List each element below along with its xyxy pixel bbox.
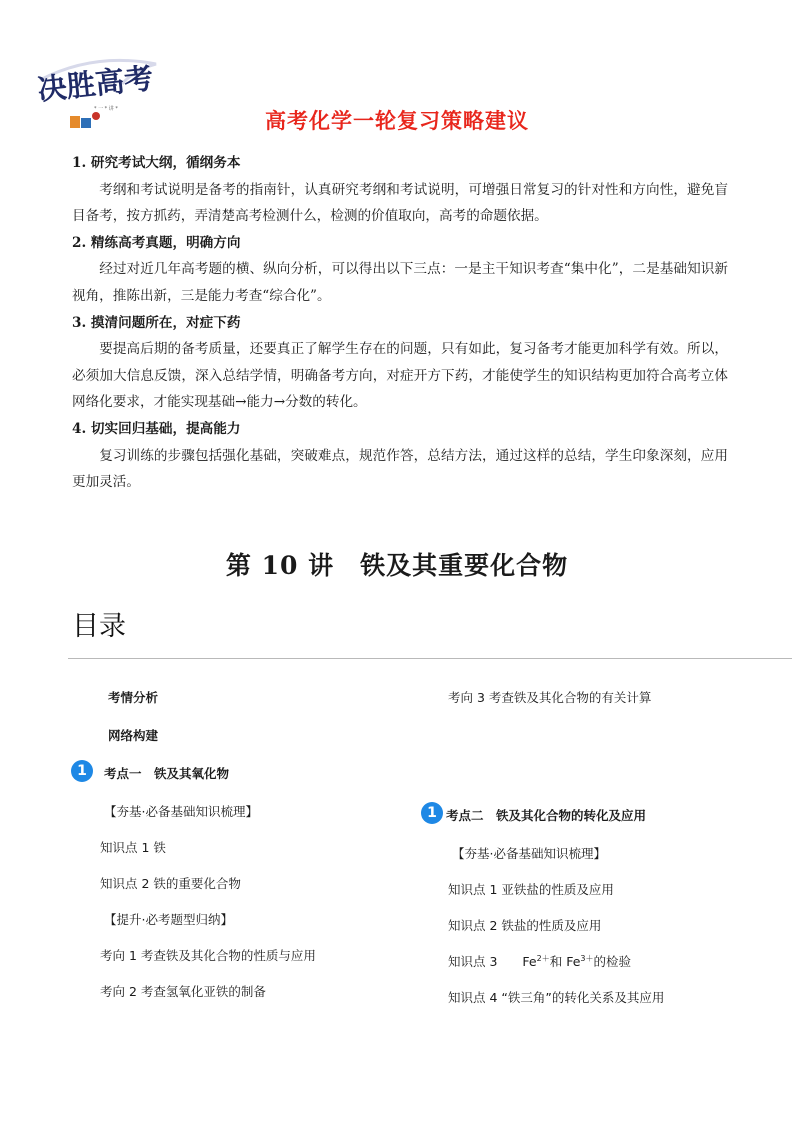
fe2-charge: 2＋ bbox=[536, 953, 550, 963]
strategy-heading-3: 3. 摸清问题所在，对症下药 bbox=[72, 314, 241, 331]
logo-text: 决胜高考 bbox=[35, 60, 155, 107]
toc-k3-mid: 和 Fe bbox=[549, 954, 581, 969]
toc-section-2[interactable]: 考点二 铁及其化合物的转化及应用 bbox=[446, 808, 647, 823]
toc-direction-1[interactable]: 考向 1 考查铁及其化合物的性质与应用 bbox=[100, 948, 316, 963]
toc-sub-hangji-2[interactable]: 【夯基·必备基础知识梳理】 bbox=[452, 846, 606, 861]
toc-knowledge-1-1[interactable]: 知识点 1 铁 bbox=[100, 840, 166, 855]
toc-k3-prefix: 知识点 3 Fe bbox=[448, 954, 537, 969]
strategy-body-3: 要提高后期的备考质量，还要真正了解学生存在的问题，只有如此，复习备考才能更加科学有效。所以，必须加大信息反馈，深入总结学情，明确备考方向，对症开方下药，才能使学生的知识结构更加符合高考立体网络化要求，才能实现基础→能力→分数的转化。 bbox=[72, 341, 728, 411]
number-badge-icon: 1 bbox=[421, 802, 443, 824]
fe3-charge: 3＋ bbox=[580, 953, 594, 963]
toc-sub-tisheng-1[interactable]: 【提升·必考题型归纳】 bbox=[104, 912, 233, 927]
toc-sub-hangji-1[interactable]: 【夯基·必备基础知识梳理】 bbox=[104, 804, 258, 819]
toc-knowledge-2-3[interactable] bbox=[448, 952, 631, 970]
strategy-heading-4: 4. 切实回归基础，提高能力 bbox=[72, 420, 241, 437]
toc-direction-3[interactable]: 考向 3 考查铁及其化合物的有关计算 bbox=[448, 690, 652, 705]
main-title: 高考化学一轮复习策略建议 bbox=[265, 109, 529, 133]
strategy-body-1: 考纲和考试说明是备考的指南针，认真研究考纲和考试说明，可增强日常复习的针对性和方向性，避免盲目备考，按方抓药，弄清楚高考检测什么，检测的价值取向，高考的命题依据。 bbox=[72, 181, 728, 225]
strategy-heading-1: 1. 研究考试大纲，循纲务本 bbox=[72, 155, 241, 171]
toc-knowledge-2-4[interactable]: 知识点 4 “铁三角”的转化关系及其应用 bbox=[448, 990, 665, 1005]
toc-title: 目录 bbox=[72, 611, 126, 642]
toc-section-1[interactable]: 考点一 铁及其氧化物 bbox=[104, 766, 230, 781]
toc-wangluo[interactable]: 网络构建 bbox=[108, 728, 159, 743]
strategy-heading-2: 2. 精练高考真题，明确方向 bbox=[72, 234, 241, 251]
toc-kaoqing[interactable]: 考情分析 bbox=[108, 690, 159, 705]
toc-k3-suffix: 的检验 bbox=[593, 954, 631, 969]
toc-knowledge-2-1[interactable]: 知识点 1 亚铁盐的性质及应用 bbox=[448, 882, 614, 897]
toc-direction-2[interactable]: 考向 2 考查氢氧化亚铁的制备 bbox=[100, 984, 266, 999]
toc-knowledge-2-2[interactable]: 知识点 2 铁盐的性质及应用 bbox=[448, 918, 602, 933]
lecture-title: 第 10 讲 铁及其重要化合物 bbox=[225, 551, 569, 580]
logo-caption: * 一 * 讲 * bbox=[94, 106, 118, 112]
strategy-body-4: 复习训练的步骤包括强化基础，突破难点，规范作答，总结方法，通过这样的总结，学生印象深刻，应用更加灵活。 bbox=[72, 447, 728, 491]
toc-knowledge-1-2[interactable]: 知识点 2 铁的重要化合物 bbox=[100, 876, 241, 891]
toc-divider bbox=[68, 658, 792, 659]
strategy-section bbox=[72, 150, 728, 496]
strategy-body-2: 经过对近几年高考题的横、纵向分析，可以得出以下三点：一是主干知识考查“集中化”，二是基础知识新视角，推陈出新，三是能力考查“综合化”。 bbox=[72, 261, 728, 304]
number-badge-icon: 1 bbox=[71, 760, 93, 782]
